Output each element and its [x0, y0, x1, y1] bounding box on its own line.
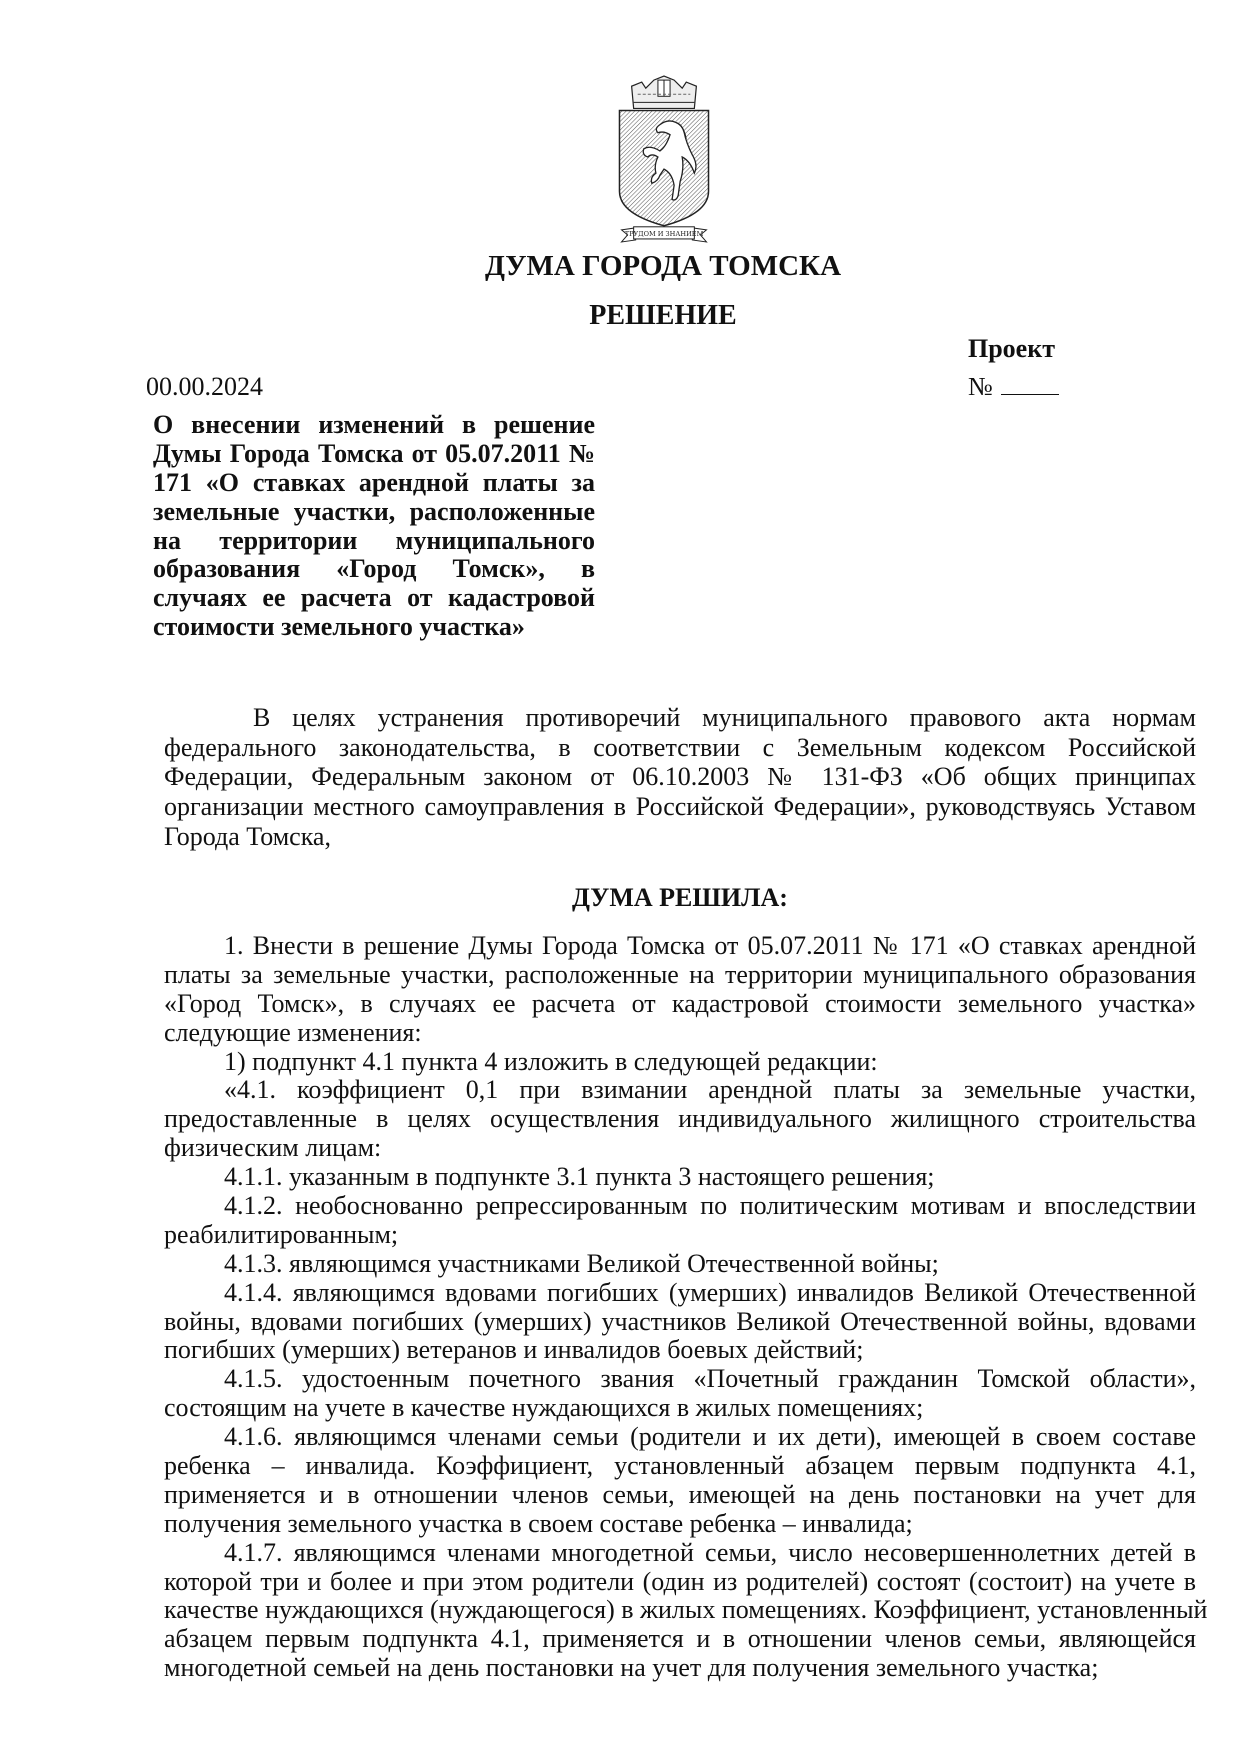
text-line: состоящим на учете в качестве нуждающихся в жилых помещениях;	[164, 1393, 924, 1423]
text-line: организации местного самоуправления в Российской Федерации», руководствуясь Уставом	[164, 792, 1196, 822]
text-line: 4.1.6. являющимся членами семьи (родители и их дети), имеющей в своем составе	[224, 1422, 1196, 1452]
paragraph	[164, 1537, 1208, 1683]
text-line: следующие изменения:	[164, 1017, 422, 1047]
decision-title	[153, 411, 595, 642]
text-line: платы за земельные участки, расположенные на территории муниципального образования	[164, 959, 1196, 989]
text-line: погибших (умерших) ветеранов и инвалидов боевых действий;	[164, 1335, 864, 1365]
text-line: стоимости земельного участка»	[153, 612, 525, 642]
text-line: войны, вдовами погибших (умерших) участников Великой Отечественной войны, вдовами	[164, 1306, 1196, 1336]
paragraph	[164, 1163, 1196, 1192]
text-line: 1. Внести в решение Думы Города Томска от 05.07.2011 № 171 «О ставках арендной	[224, 931, 1196, 960]
paragraph	[164, 1423, 1196, 1539]
draft-label: Проект	[968, 334, 1055, 363]
paragraph	[164, 932, 1196, 1048]
text-line: В целях устранения противоречий муниципального правового акта нормам	[253, 703, 1196, 732]
text-line: О внесении изменений в решение	[153, 410, 595, 439]
text-line: которой три и более и при этом родители (один из родителей) состоят (состоит) на учете в	[164, 1566, 1196, 1596]
text-line: Федерации, Федеральным законом от 06.10.2003 № 131-ФЗ «Об общих принципах	[164, 762, 1196, 792]
paragraph	[164, 1076, 1196, 1163]
tomsk-coat-of-arms-logo	[612, 72, 716, 244]
text-line: 4.1.1. указанным в подпункте 3.1 пункта 3 настоящего решения;	[224, 1162, 935, 1192]
paragraph	[164, 1365, 1196, 1423]
text-line: 1) подпункт 4.1 пункта 4 изложить в следующей редакции:	[224, 1046, 878, 1076]
text-line: 4.1.3. являющимся участниками Великой Отечественной войны;	[224, 1248, 939, 1278]
number-sign: №	[968, 372, 993, 401]
decided-heading: ДУМА РЕШИЛА:	[572, 883, 788, 912]
text-line: 4.1.4. являющимся вдовами погибших (умерших) инвалидов Великой Отечественной	[224, 1277, 1196, 1307]
text-line: 4.1.5. удостоенным почетного звания «Почетный гражданин Томской области»,	[224, 1364, 1196, 1394]
preamble	[164, 703, 1196, 851]
text-line: абзацем первым подпункта 4.1, применяется и в отношении членов семьи, являющейся	[164, 1624, 1196, 1654]
document-number	[968, 371, 1059, 403]
text-line: Города Томска,	[164, 821, 331, 851]
document-type-heading: РЕШЕНИЕ	[589, 300, 737, 331]
text-line: физическим лицам:	[164, 1133, 382, 1163]
text-line: образования «Город Томск», в	[153, 554, 595, 584]
svg-text:ТРУДОМ И ЗНАНИЕМ: ТРУДОМ И ЗНАНИЕМ	[624, 229, 704, 238]
text-line: Думы Города Томска от 05.07.2011 №	[153, 438, 595, 468]
document-date: 00.00.2024	[146, 372, 263, 401]
number-blank	[1001, 372, 1059, 395]
organization-heading: ДУМА ГОРОДА ТОМСКА	[484, 250, 842, 282]
paragraph	[164, 1048, 1196, 1077]
text-line: 4.1.2. необоснованно репрессированным по политическим мотивам и впоследствии	[224, 1191, 1196, 1221]
text-line: ребенка – инвалида. Коэффициент, установленный абзацем первым подпункта 4.1,	[164, 1451, 1196, 1481]
text-line: земельные участки, расположенные	[153, 496, 595, 526]
text-line: на территории муниципального	[153, 525, 595, 555]
text-line: многодетной семьей на день постановки на учет для получения земельного участка;	[164, 1653, 1099, 1683]
text-line: 171 «О ставках арендной платы за	[153, 467, 595, 497]
paragraph	[164, 1279, 1196, 1366]
text-line: реабилитированным;	[164, 1219, 399, 1249]
decision-body	[164, 931, 1208, 1683]
text-line: качестве нуждающихся (нуждающегося) в жилых помещениях. Коэффициент, установленный	[164, 1595, 1208, 1625]
text-line: случаях ее расчета от кадастровой	[153, 583, 595, 613]
text-line: 4.1.7. являющимся членами многодетной семьи, число несовершеннолетних детей в	[224, 1537, 1196, 1567]
text-line: получения земельного участка в своем составе ребенка – инвалида;	[164, 1508, 913, 1538]
text-line: «4.1. коэффициент 0,1 при взимании арендной платы за земельные участки,	[224, 1075, 1196, 1105]
text-line: федерального законодательства, в соответствии с Земельным кодексом Российской	[164, 732, 1196, 762]
text-line: предоставленные в целях осуществления индивидуального жилищного строительства	[164, 1104, 1196, 1134]
text-line: «Город Томск», в случаях ее расчета от кадастровой стоимости земельного участка»	[164, 988, 1196, 1018]
paragraph	[164, 1192, 1196, 1250]
paragraph	[164, 1250, 1196, 1279]
text-line: применяется и в отношении членов семьи, имеющей на день постановки на учет для	[164, 1479, 1196, 1509]
